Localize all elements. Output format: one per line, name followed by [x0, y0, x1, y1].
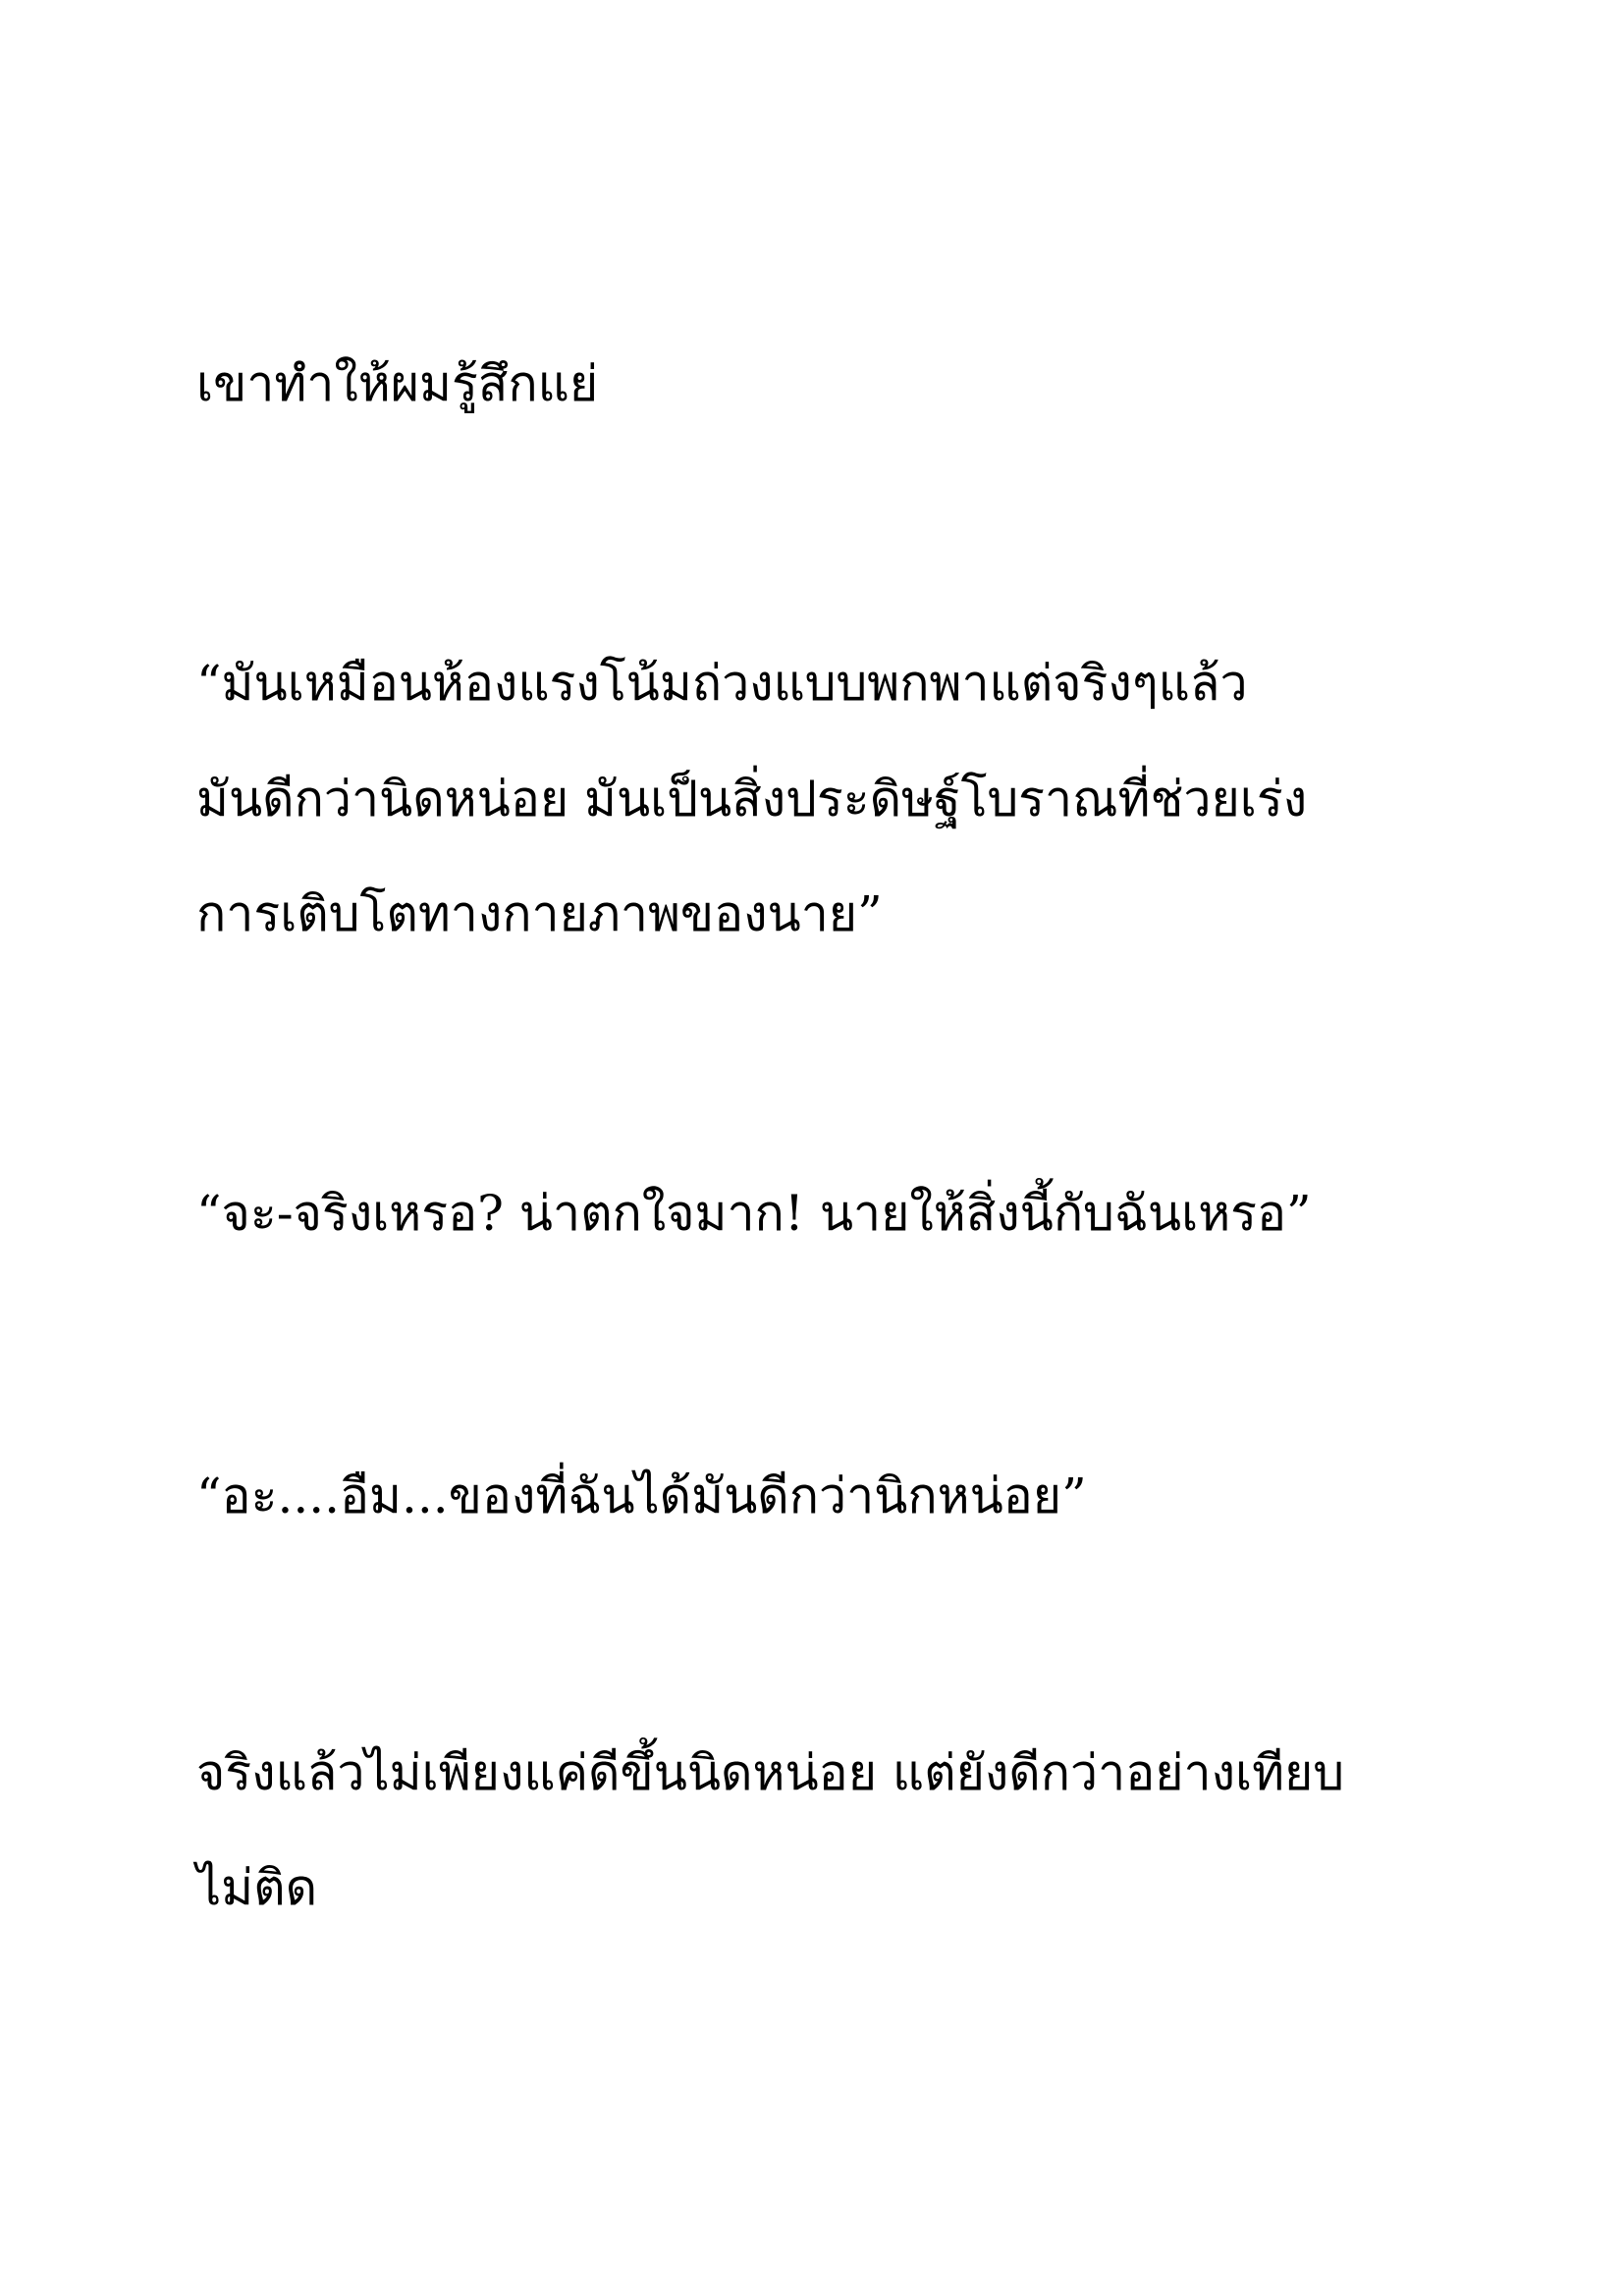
paragraph-2-line-3: การเติบโตทางกายภาพของนาย” [196, 885, 883, 942]
paragraph-1-line-1: เขาทำให้ผมรู้สึกแย่ [196, 355, 599, 412]
paragraph-2-line-2: มันดีกว่านิดหน่อย มันเป็นสิ่งประดิษฐ์โบราณที่ช่วยเร่ง [196, 771, 1308, 828]
paragraph-3-line-1: “จะ-จริงเหรอ? น่าตกใจมาก! นายให้สิ่งนี้กับฉันเหรอ” [196, 1185, 1312, 1242]
paragraph-5-line-1: จริงแล้วไม่เพียงแค่ดีขึ้นนิดหน่อย แต่ยังดีกว่าอย่างเทียบ [196, 1744, 1345, 1801]
paragraph-5-line-2: ไม่ติด [196, 1859, 318, 1916]
paragraph-4-line-1: “อะ....อืม...ของที่ฉันได้มันดีกว่านิกหน่อย” [196, 1468, 1087, 1524]
paragraph-2-line-1: “มันเหมือนห้องแรงโน้มถ่วงแบบพกพาแต่จริงๆแล้ว [196, 655, 1248, 712]
